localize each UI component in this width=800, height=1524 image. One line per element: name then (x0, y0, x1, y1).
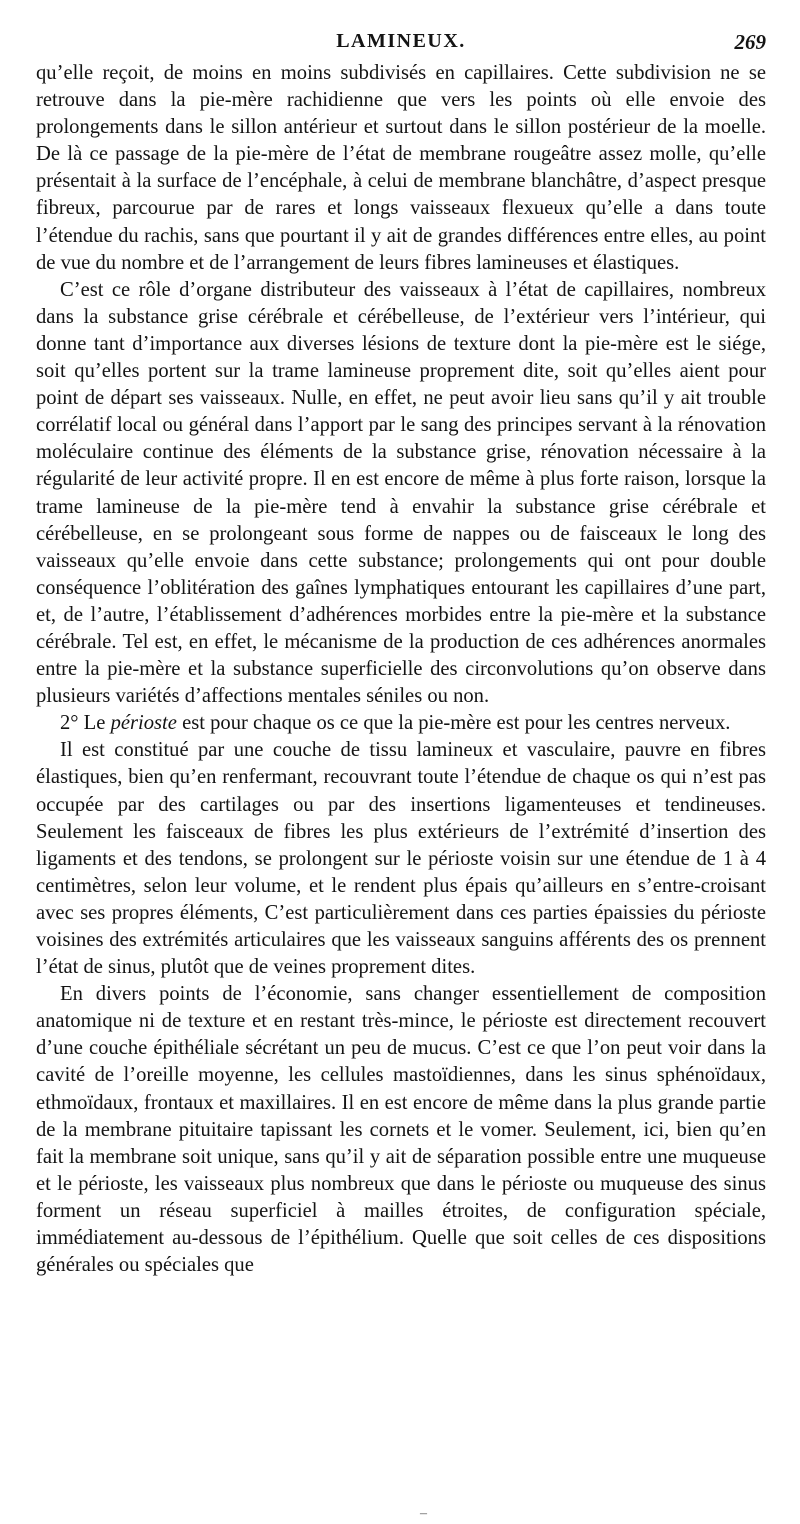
footer-mark: – (420, 1506, 427, 1521)
paragraph-continued: qu’elle reçoit, de moins en moins subdivisés en capillaires. Cette subdivision ne se retrouve dans la pie-mère rachidienne que vers les points où elle envoie des prolongements dans le sillon antérieur et surtout dans le sillon postérieur de la moelle. De là ce passage de la pie-mère de l’état de membrane rougeâtre assez molle, qu’elle présentait à la surface de l’encéphale, à celui de membrane blanchâtre, d’aspect presque fibreux, parcourue par de rares et longs vaisseaux flexueux qu’elle a dans toute l’étendue du rachis, sans que pourtant il y ait de grandes différences entre elles, au point de vue du nombre et de l’arrangement de leurs fibres lamineuses et élastiques. (36, 62, 766, 274)
paragraph-economie: En divers points de l’économie, sans changer essentiellement de composition anatomique ni de texture et en restant très-mince, le périoste est directement recouvert d’une couche épithéliale sécrétant un peu de mucus. C’est ce que l’on peut voir dans la cavité de l’oreille moyenne, les cellules mastoïdiennes, dans les sinus sphénoïdaux, ethmoïdaux, frontaux et maxillaires. Il en est encore de même dans la plus grande partie de la membrane pituitaire tapissant les cornets et le vomer. Seulement, ici, bien qu’en fait la membrane soit unique, sans qu’il y ait de séparation possible entre une muqueuse et le périoste, les vaisseaux plus nombreux que dans le périoste ou muqueuse des sinus forment un réseau superficiel à mailles étroites, de configuration spéciale, immédiatement au-dessous de l’épithélium. Quelle que soit celles de ces dispositions générales ou spéciales que (36, 983, 766, 1277)
running-head (36, 30, 766, 56)
paragraph-perioste-heading (36, 710, 766, 737)
section-number: 2° Le (60, 712, 111, 735)
heading-remainder: est pour chaque os ce que la pie-mère est pour les centres nerveux. (176, 712, 731, 735)
paragraph-role-distributeur: C’est ce rôle d’organe distributeur des vaisseaux à l’état de capillaires, nombreux dans la substance grise cérébrale et cérébelleuse, de l’extérieur vers l’intérieur, qui donne tant d’importance aux diverses lésions de texture dont la pie-mère est le siége, soit qu’elles portent sur la trame lamineuse proprement dite, soit qu’elles aient pour point de départ ses vaisseaux. Nulle, en effet, ne peut avoir lieu sans qu’il y ait trouble corrélatif local ou général dans l’apport par le sang des principes servant à la rénovation moléculaire continue des éléments de la substance grise, rénovation nécessaire à la régularité de leur activité propre. Il en est encore de même à plus forte raison, lorsque la trame lamineuse de la pie-mère tend à envahir la substance grise cérébrale et cérébelleuse, en se prolongeant sous forme de nappes ou de faisceaux le long des vaisseaux qu’elle envoie dans cette substance; prolongements qui ont pour double conséquence l’oblitération des gaînes lymphatiques entourant les capillaires d’une part, et, de l’autre, l’établissement d’adhérences morbides entre la pie-mère et la substance cérébrale. Tel est, en effet, le mécanisme de la production de ces adhérences anormales entre la pie-mère et la substance superficielle des circonvolutions qu’on observe dans plusieurs variétés d’affections mentales séniles ou non. (36, 278, 766, 708)
page-number: 269 (734, 30, 766, 54)
paragraph-constitution: Il est constitué par une couche de tissu lamineux et vasculaire, pauvre en fibres élastiques, bien qu’en renfermant, recouvrant toute l’étendue de chaque os qui n’est pas occupée par des cartilages ou par des insertions ligamenteuses et tendineuses. Seulement les faisceaux de fibres les plus extérieurs de l’extrémité d’insertion des ligaments et des tendons, se prolongent sur le périoste voisin sur une étendue de 1 à 4 centimètres, selon leur volume, et le rendent plus épais qu’ailleurs en s’entre-croisant avec ses propres éléments, C’est particulièrement dans ces parties épaissies du périoste voisines des extrémités articulaires que les vaisseaux sanguins afférents des os prennent l’état de sinus, plutôt que de veines proprement dites. (36, 739, 766, 979)
body-text (36, 60, 766, 1279)
running-title: LAMINEUX. (336, 30, 466, 52)
term-perioste: périoste (110, 712, 177, 735)
